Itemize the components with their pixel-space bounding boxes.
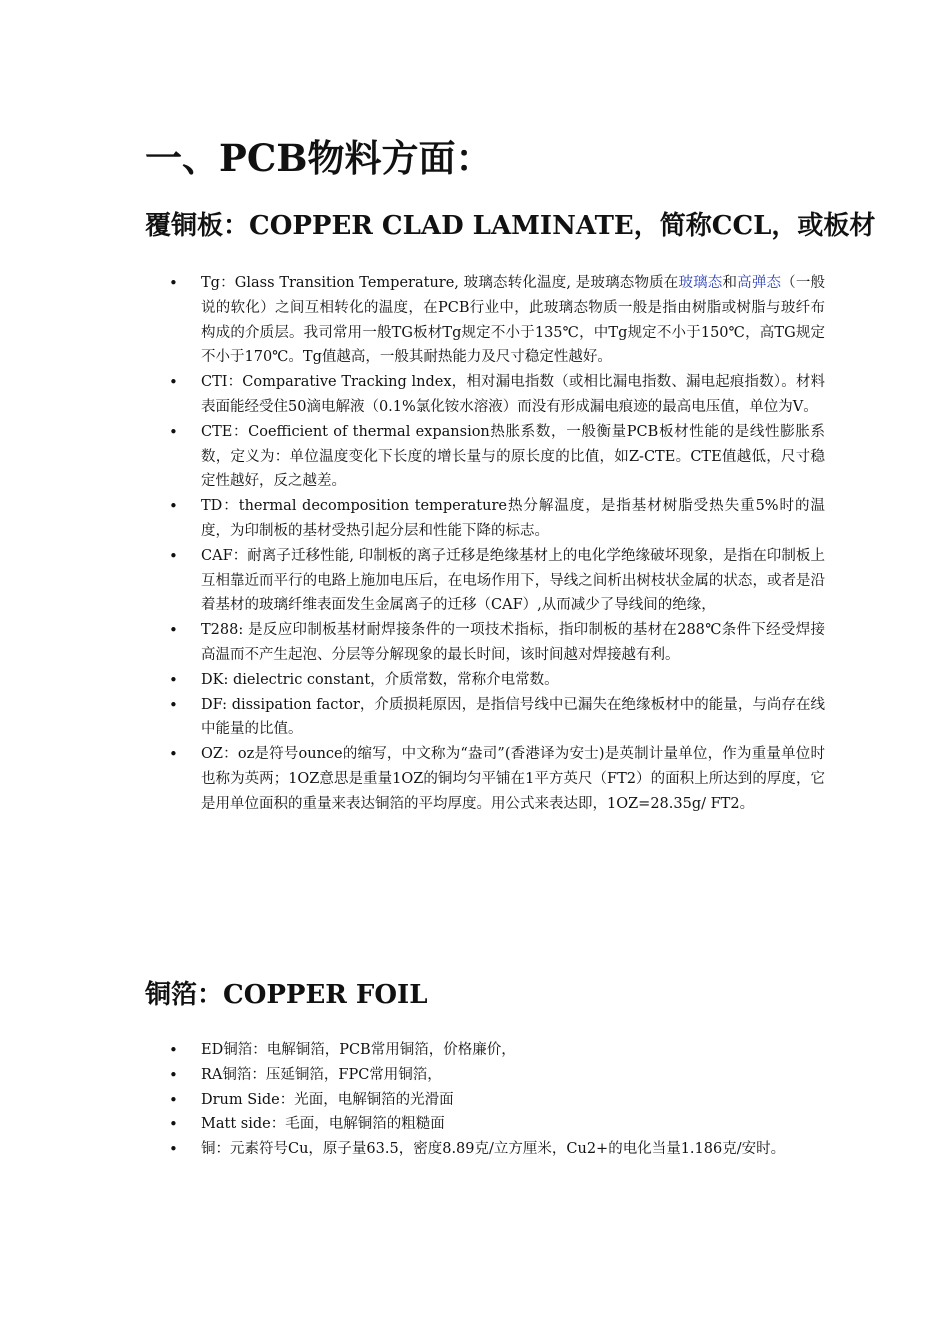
ccl-term-list: [165, 271, 825, 817]
list-item-df: • DF: dissipation factor，介质损耗原因，是指信号线中已漏失在绝缘板材中的能量，与尚存在线中能量的比值。: [165, 693, 825, 743]
page-title: 一、PCB物料方面：: [145, 136, 493, 180]
list-item-matt-side: • Matt side：毛面，电解铜箔的粗糙面: [165, 1112, 825, 1137]
list-item-drum-side: • Drum Side：光面，电解铜箔的光滑面: [165, 1088, 825, 1113]
link-glass-state[interactable]: 玻璃态: [678, 275, 723, 291]
list-item-ed-foil: • ED铜箔：电解铜箔，PCB常用铜箔，价格廉价，: [165, 1038, 825, 1063]
list-item-t288: • T288: 是反应印制板基材耐焊接条件的一项技术指标，指印制板的基材在288℃条件下经受焊接高温而不产生起泡、分层等分解现象的最长时间，该时间越对焊接越有利。: [165, 618, 825, 668]
link-high-elastic-state[interactable]: 高弹态: [737, 275, 782, 291]
copper-foil-term-list: [165, 1038, 825, 1162]
section-heading-ccl: 覆铜板：COPPER CLAD LAMINATE，简称CCL，或板材: [145, 211, 876, 241]
list-item-copper: • 铜：元素符号Cu，原子量63.5，密度8.89克/立方厘米，Cu2+的电化当量1.186克/安时。: [165, 1137, 825, 1162]
list-item-td: • TD：thermal decomposition temperature热分解温度，是指基材树脂受热失重5%时的温度，为印制板的基材受热引起分层和性能下降的标志。: [165, 494, 825, 544]
list-item-caf: • CAF：耐离子迁移性能, 印制板的离子迁移是绝缘基材上的电化学绝缘破坏现象，是指在印制板上互相靠近而平行的电路上施加电压后，在电场作用下，导线之间析出树枝状金属的状态，或者是沿着基材的玻璃纤维表面发生金属离子的迁移（CAF）,从而减少了导线间的绝缘，: [165, 544, 825, 618]
list-item-cte: • CTE：Coefficient of thermal expansion热胀系数，一般衡量PCB板材性能的是线性膨胀系数，定义为：单位温度变化下长度的增长量与的原长度的比值，如Z-CTE。CTE值越低，尺寸稳定性越好，反之越差。: [165, 420, 825, 494]
list-item-cti: • CTI：Comparative Tracking lndex，相对漏电指数（或相比漏电指数、漏电起痕指数）。材料表面能经受住50滴电解液（0.1%氯化铵水溶液）而没有形成漏电痕迹的最高电压值，单位为V。: [165, 370, 825, 420]
list-item-oz: • OZ：oz是符号ounce的缩写，中文称为“盎司”(香港译为安士)是英制计量单位，作为重量单位时也称为英两；1OZ意思是重量1OZ的铜均匀平铺在1平方英尺（FT2）的面积上所达到的厚度，它是用单位面积的重量来表达铜箔的平均厚度。用公式来表达即，1OZ=28.35g/ FT2。: [165, 742, 825, 816]
section-heading-copper-foil: 铜箔：COPPER FOIL: [145, 980, 428, 1010]
list-item-ra-foil: • RA铜箔：压延铜箔，FPC常用铜箔，: [165, 1063, 825, 1088]
list-item-tg: • Tg：Glass Transition Temperature, 玻璃态转化温度, 是玻璃态物质在玻璃态和高弹态（一般说的软化）之间互相转化的温度，在PCB行业中，此玻璃态物质一般是指由树脂或树脂与玻纤布构成的介质层。我司常用一般TG板材Tg规定不小于135℃，中Tg规定不小于150℃，高TG规定不小于170℃。Tg值越高，一般其耐热能力及尺寸稳定性越好。: [165, 271, 825, 370]
list-item-dk: • DK: dielectric constant，介质常数，常称介电常数。: [165, 668, 825, 693]
